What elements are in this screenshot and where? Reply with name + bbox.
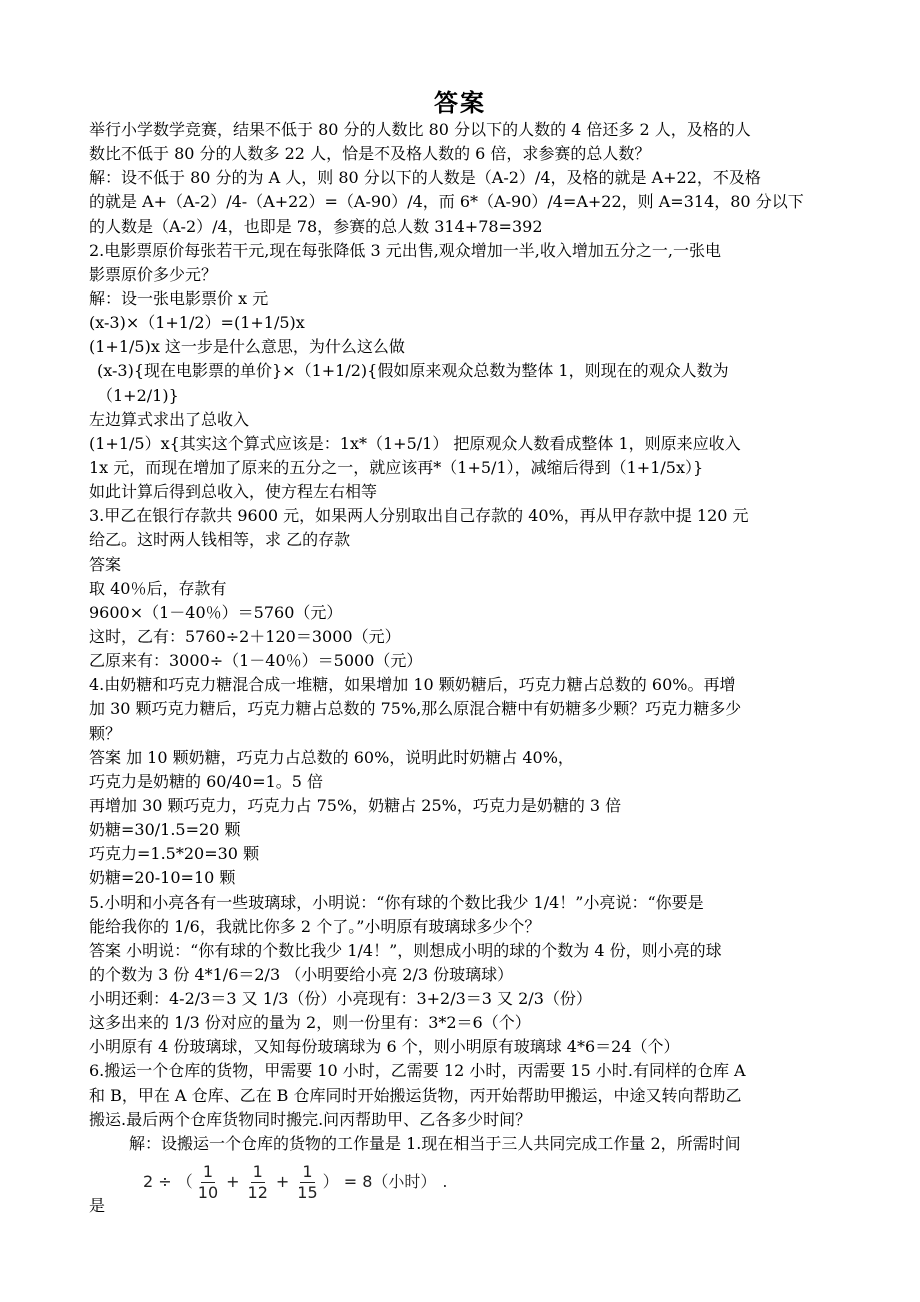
- text-line: (x-3){现在电影票的单价}×（1+1/2){假如原来观众总数为整体 1，则现在的观众人数为: [97, 361, 729, 381]
- text-line: 4.由奶糖和巧克力糖混合成一堆糖，如果增加 10 颗奶糖后，巧克力糖占总数的 60%。再增: [89, 675, 736, 695]
- text-line: 影票原价多少元？: [89, 264, 218, 284]
- text-line: 这多出来的 1/3 份对应的量为 2，则一份里有：3*2＝6（个）: [89, 1013, 531, 1033]
- text-line: 加 30 颗巧克力糖后，巧克力糖占总数的 75%,那么原混合糖中有奶糖多少颗？巧克力糖多少: [89, 699, 742, 719]
- text-line: 能给我你的 1/6，我就比你多 2 个了。”小明原有玻璃球多少个？: [89, 916, 541, 936]
- fraction-denominator: 10: [197, 1182, 219, 1202]
- text-line: 小明原有 4 份玻璃球，又知每份玻璃球为 6 个，则小明原有玻璃球 4*6＝24（个）: [89, 1037, 680, 1057]
- text-line: 小明还剩：4-2/3＝3 又 1/3（份）小亮现有：3+2/3＝3 又 2/3（份）: [89, 989, 592, 1009]
- fraction-1-12: [246, 1162, 270, 1203]
- formula-row: [89, 1156, 829, 1218]
- text-line: 这时，乙有：5760÷2＋120＝3000（元）: [89, 626, 401, 646]
- text-line: 答案 小明说：“你有球的个数比我少 1/4！”，则想成小明的球的个数为 4 份，则小亮的球: [89, 940, 722, 960]
- text-line: 解：设不低于 80 分的为 A 人，则 80 分以下的人数是（A-2）/4，及格的就是 A+22，不及格: [89, 168, 761, 188]
- text-line: 再增加 30 颗巧克力，巧克力占 75%，奶糖占 25%，巧克力是奶糖的 3 倍: [89, 795, 622, 815]
- formula-tail: ） = 8（小时）: [322, 1171, 437, 1191]
- text-line: 和 B，甲在 A 仓库、乙在 B 仓库同时开始搬运货物，丙开始帮助甲搬运，中途又转向帮助乙: [89, 1085, 742, 1105]
- fraction-1-10: [196, 1162, 220, 1203]
- fraction-denominator: 15: [297, 1182, 318, 1202]
- text-line: 巧克力=1.5*20=30 颗: [89, 844, 260, 864]
- text-line: 2.电影票原价每张若干元,现在每张降低 3 元出售,观众增加一半,收入增加五分之一,一张电: [89, 240, 721, 260]
- text-line: 解：设一张电影票价 x 元: [89, 288, 269, 308]
- text-line: 解：设搬运一个仓库的货物的工作量是 1.现在相当于三人共同完成工作量 2，所需时间: [129, 1133, 741, 1153]
- text-line: (x-3)×（1+1/2）=(1+1/5)x: [89, 313, 305, 333]
- text-line: 巧克力是奶糖的 60/40=1。5 倍: [89, 771, 324, 791]
- text-line: 9600×（1－40％）＝5760（元）: [89, 602, 343, 622]
- fraction-numerator: 1: [252, 1161, 263, 1181]
- text-line: 举行小学数学竞赛，结果不低于 80 分的人数比 80 分以下的人数的 4 倍还多 2 人，及格的人: [89, 120, 751, 139]
- text-line: 乙原来有：3000÷（1－40％）＝5000（元）: [89, 651, 423, 671]
- time-formula: [143, 1158, 448, 1206]
- fraction-1-15: [295, 1162, 319, 1203]
- text-line: (1+1/5）x{其实这个算式应该是：1x*（1+5/1） 把原观众人数看成整体 1，则原来应收入: [89, 433, 741, 453]
- document-body: [89, 118, 829, 1218]
- text-line: 搬运.最后两个仓库货物同时搬完.问丙帮助甲、乙各多少时间？: [89, 1109, 532, 1129]
- text-line: 答案: [89, 554, 122, 574]
- fraction-numerator: 1: [302, 1161, 313, 1181]
- text-line: 6.搬运一个仓库的货物，甲需要 10 小时，乙需要 12 小时，丙需要 15 小时.有同样的仓库 A: [89, 1061, 746, 1081]
- text-line: （1+2/1)}: [97, 385, 179, 405]
- text-line: 数比不低于 80 分的人数多 22 人，恰是不及格人数的 6 倍，求参赛的总人数？: [89, 144, 651, 164]
- text-line: 给乙。这时两人钱相等，求 乙的存款: [89, 530, 351, 550]
- text-line: 颗？: [89, 723, 122, 743]
- fraction-denominator: 12: [247, 1182, 268, 1202]
- text-line: 5.小明和小亮各有一些玻璃球，小明说：“你有球的个数比我少 1/4！”小亮说：“你要是: [89, 892, 704, 912]
- text-line: 取 40％后，存款有: [89, 578, 227, 598]
- plus-sign: +: [226, 1171, 240, 1191]
- formula-label: 是: [89, 1196, 106, 1216]
- text-line: 左边算式求出了总收入: [89, 409, 250, 429]
- text-line: 如此计算后得到总收入，使方程左右相等: [89, 482, 378, 502]
- formula-lead: 2 ÷ （: [143, 1171, 193, 1191]
- text-line: 的就是 A+（A-2）/4-（A+22）=（A-90）/4，而 6*（A-90）/4=A+22，则 A=314，80 分以下: [89, 192, 804, 212]
- page-title: 答案: [434, 89, 486, 117]
- plus-sign: +: [275, 1171, 290, 1191]
- text-line: 的个数为 3 份 4*1/6＝2/3 （小明要给小亮 2/3 份玻璃球）: [89, 964, 514, 984]
- text-line: 1x 元，而现在增加了原来的五分之一，就应该再*（1+5/1），减缩后得到（1+1/5x）}: [89, 457, 704, 477]
- text-line: 奶糖=20-10=10 颗: [89, 868, 236, 888]
- text-line: (1+1/5)x 这一步是什么意思，为什么这么做: [89, 337, 405, 357]
- fraction-numerator: 1: [202, 1161, 214, 1181]
- text-line: 3.甲乙在银行存款共 9600 元，如果两人分别取出自己存款的 40%，再从甲存款中提 120 元: [89, 506, 749, 526]
- formula-dot: .: [442, 1171, 448, 1191]
- text-line: 答案 加 10 颗奶糖，巧克力占总数的 60%，说明此时奶糖占 40%，: [89, 747, 574, 767]
- text-line: 奶糖=30/1.5=20 颗: [89, 820, 241, 840]
- text-line: 的人数是（A-2）/4，也即是 78，参赛的总人数 314+78=392: [89, 216, 543, 236]
